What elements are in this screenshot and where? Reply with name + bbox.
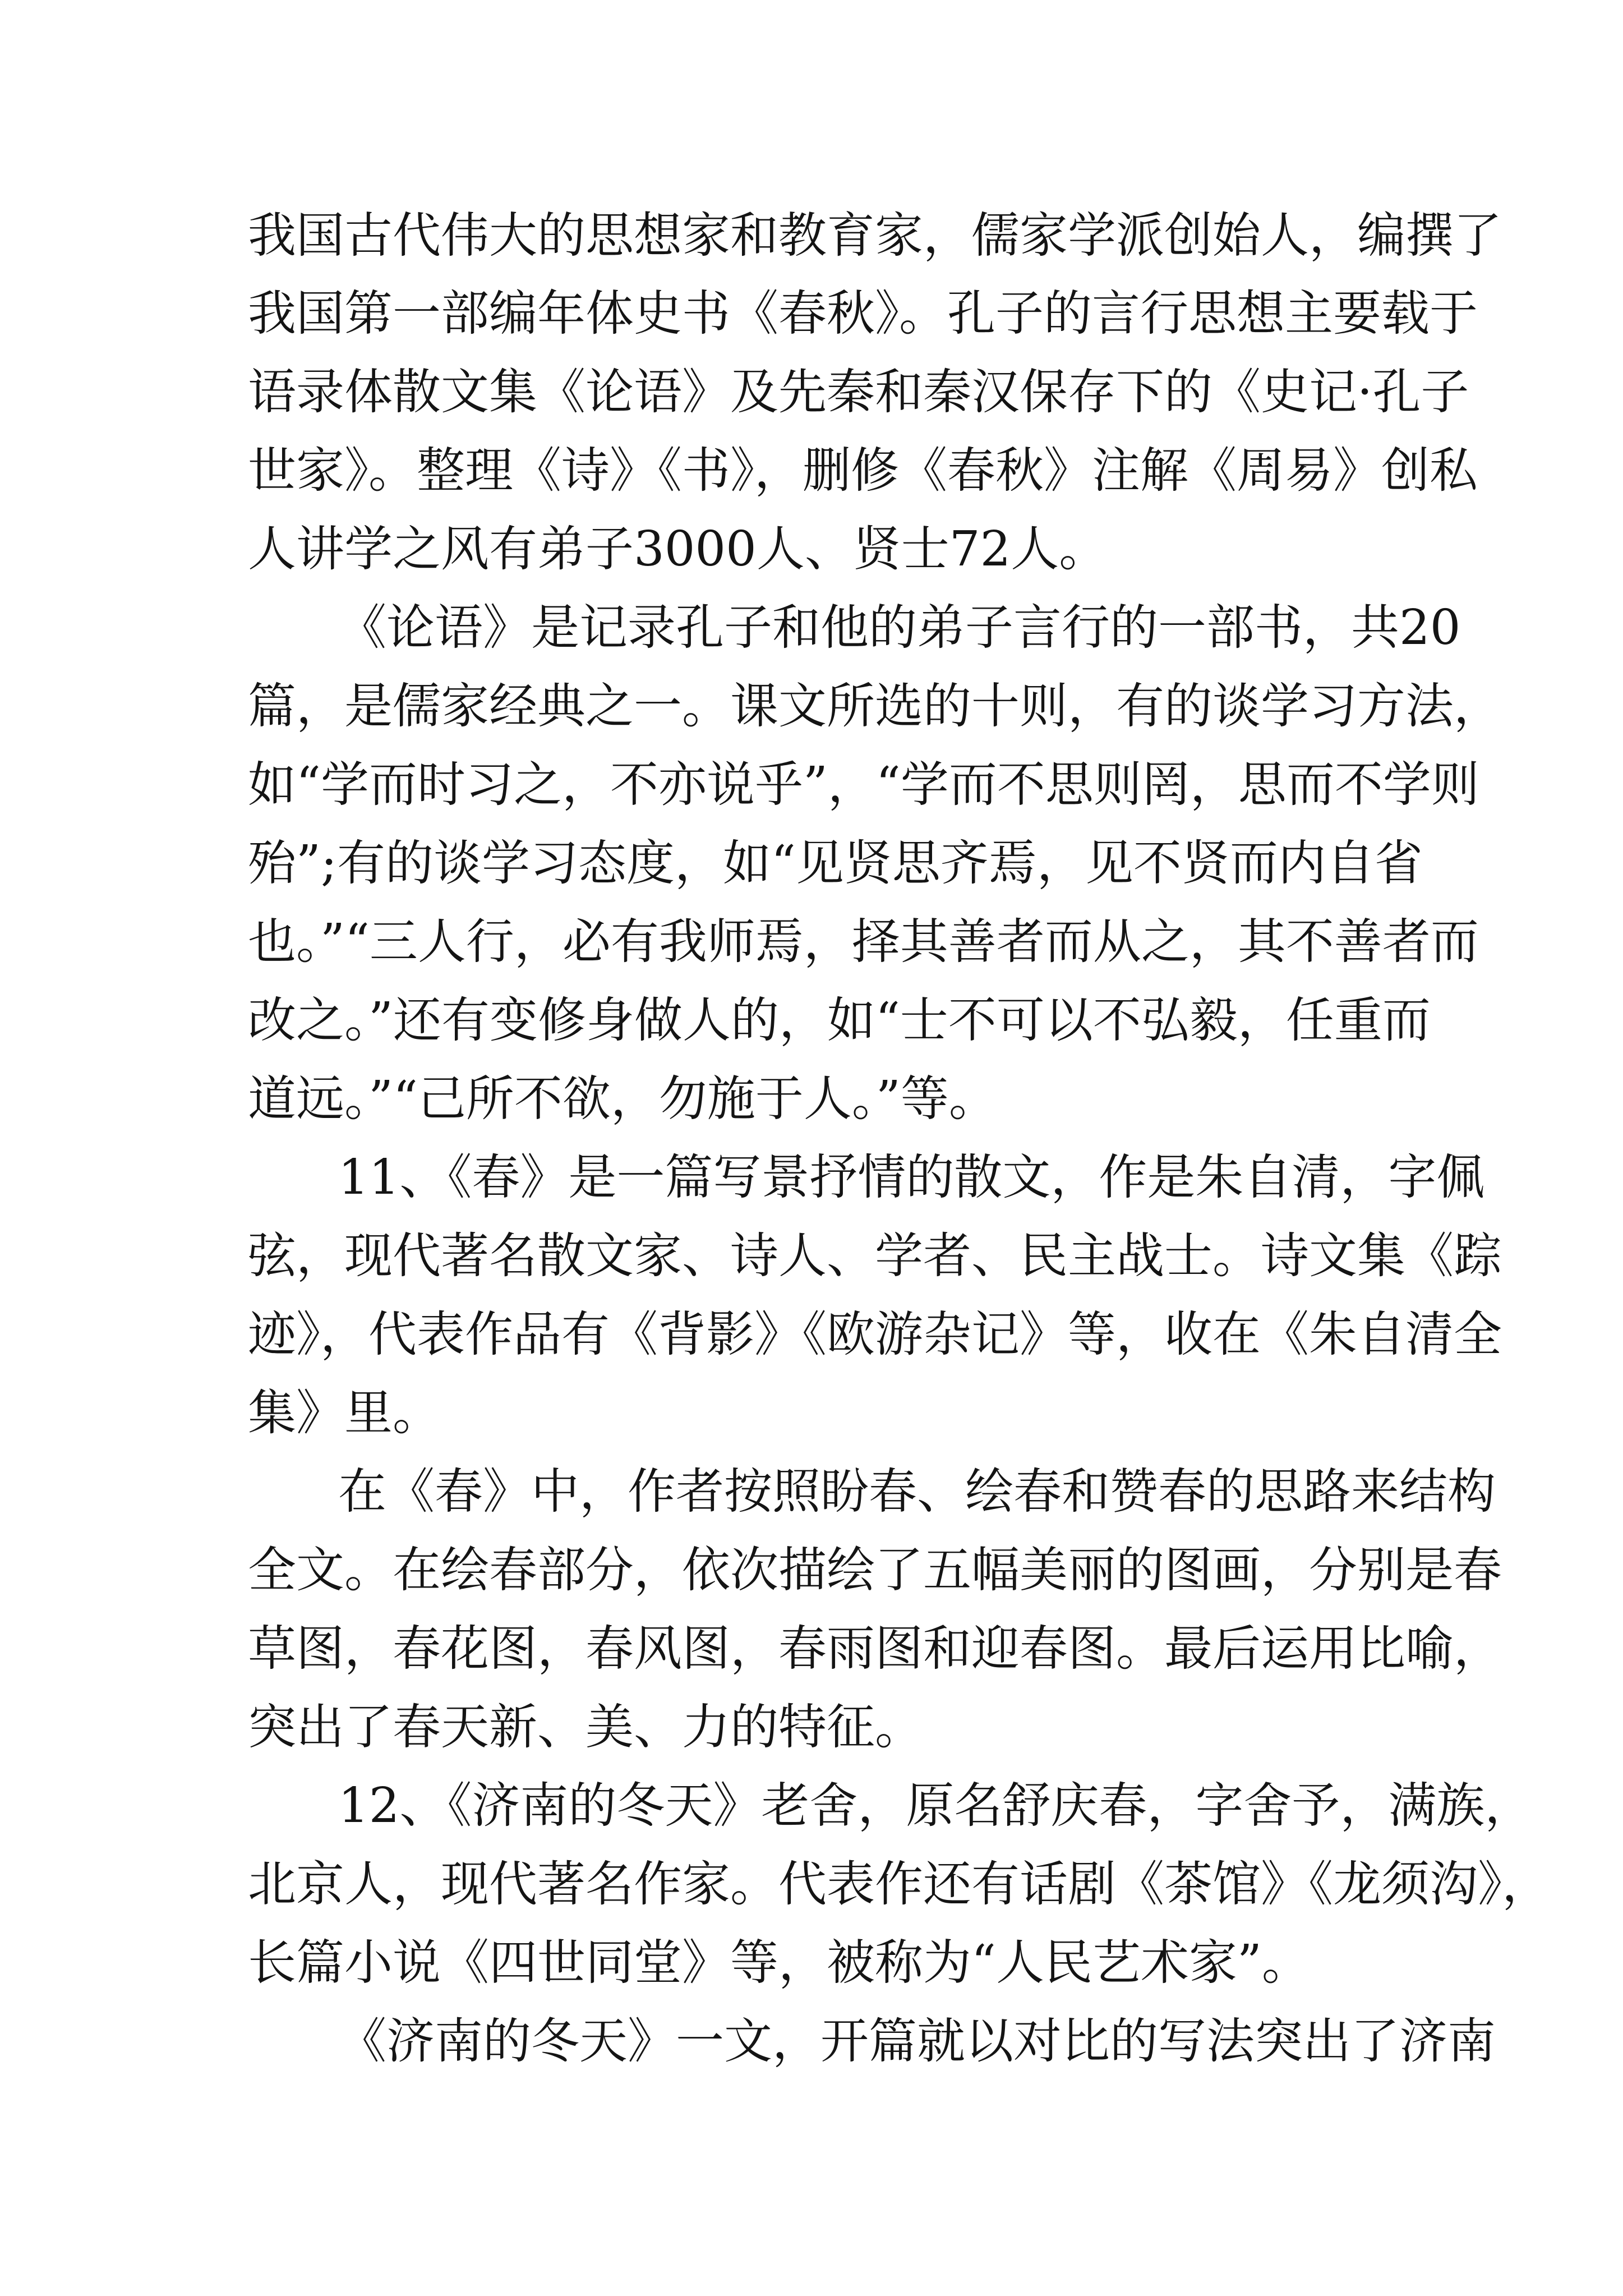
text-line: 11、《春》是一篇写景抒情的散文，作是朱自清，字佩 (338, 1149, 1485, 1205)
text-line: 如“学而时习之，不亦说乎”，“学而不思则罔，思而不学则 (248, 757, 1479, 813)
text-line: 我国第一部编年体史书《春秋》。孔子的言行思想主要载于 (248, 286, 1478, 342)
text-line: 集》里。 (248, 1385, 441, 1441)
text-line: 草图，春花图，春风图，春雨图和迎春图。最后运用比喻， (248, 1621, 1502, 1677)
text-line: 语录体散文集《论语》及先秦和秦汉保存下的《史记·孔子 (248, 364, 1469, 420)
text-line: 长篇小说《四世同堂》等，被称为“人民艺术家”。 (248, 1935, 1310, 1991)
text-line: 人讲学之风有弟子3000人、贤士72人。 (248, 521, 1108, 577)
text-line: 在《春》中，作者按照盼春、绘春和赞春的思路来结构 (338, 1464, 1496, 1520)
text-line: 弦，现代著名散文家、诗人、学者、民主战士。诗文集《踪 (248, 1228, 1502, 1284)
text-line: 全文。在绘春部分，依次描绘了五幅美丽的图画，分别是春 (248, 1542, 1502, 1598)
text-line: 突出了春天新、美、力的特征。 (248, 1699, 923, 1755)
text-line: 迹》，代表作品有《背影》《欧游杂记》等，收在《朱自清全 (248, 1306, 1502, 1363)
text-line: 道远。”“己所不欲，勿施于人。”等。 (248, 1071, 997, 1127)
text-line: 也。”“三人行，必有我师焉，择其善者而从之，其不善者而 (248, 914, 1479, 970)
text-line: 殆”;有的谈学习态度，如“见贤思齐焉，见不贤而内自省 (248, 835, 1423, 891)
text-line: 改之。”还有变修身做人的，如“士不可以不弘毅，任重而 (248, 992, 1431, 1048)
text-line: 北京人，现代著名作家。代表作还有话剧《茶馆》《龙须沟》， (248, 1856, 1550, 1912)
text-line: 12、《济南的冬天》老舍，原名舒庆春，字舍予，满族， (338, 1778, 1533, 1834)
text-line: 篇，是儒家经典之一。课文所选的十则，有的谈学习方法， (248, 678, 1502, 734)
text-line: 世家》。整理《诗》《书》，删修《春秋》注解《周易》创私 (248, 443, 1478, 499)
text-line: 《济南的冬天》一文，开篇就以对比的写法突出了济南 (338, 2013, 1496, 2069)
text-line: 我国古代伟大的思想家和教育家，儒家学派创始人，编撰了 (248, 208, 1502, 264)
text-line: 《论语》是记录孔子和他的弟子言行的一部书，共20 (338, 600, 1461, 656)
